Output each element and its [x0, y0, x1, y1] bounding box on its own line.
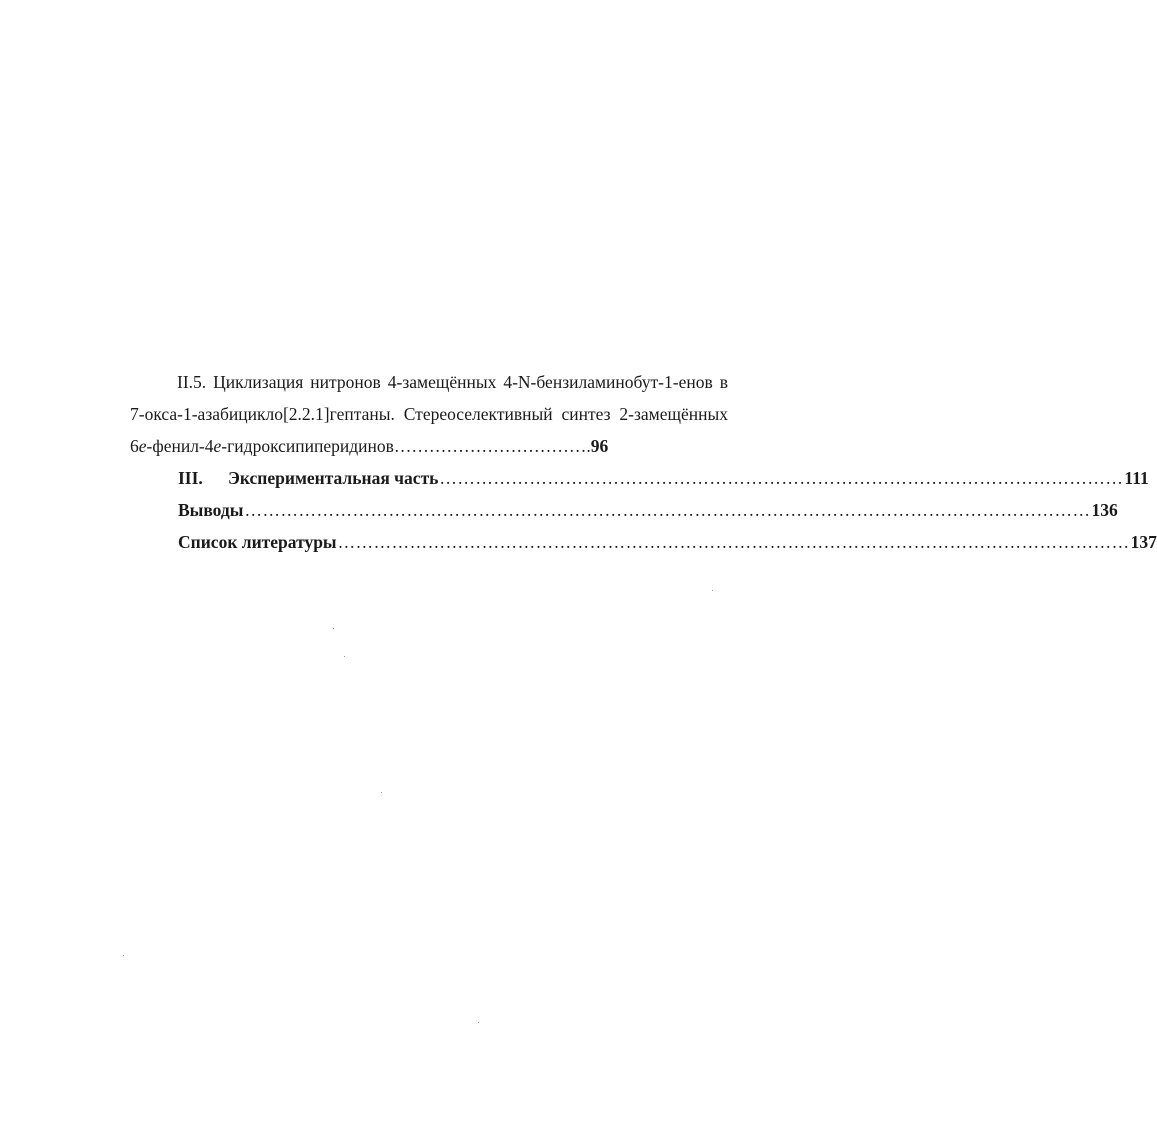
- toc-entry-ii5-text: II.5. Циклизация нитронов 4-замещённых 4-N-бензиламинобут-1-енов в 7-окса-1-азабицикло[2.2.1]гептаны. Стереоселективный синтез 2-замещённых 6: [130, 372, 728, 456]
- scan-speck: [478, 1022, 479, 1023]
- toc-entry-references-page: 137: [1130, 532, 1157, 552]
- toc-entry-iii-title: [178, 462, 438, 494]
- toc-leader: ……………………………………………………………………………………………………………………………: [244, 500, 1091, 520]
- scan-speck: [712, 590, 713, 591]
- toc-entry-ii5-text-3: -гидроксипиперидинов: [221, 436, 394, 456]
- scan-speck: [381, 792, 382, 793]
- toc-entry-ii5-italic-2: e: [213, 436, 222, 456]
- table-of-contents: [130, 366, 1157, 558]
- scan-speck: [333, 628, 334, 629]
- toc-leader: ……………………………………………………………………………………………………………………: [337, 532, 1130, 552]
- toc-entry-conclusions-page: 136: [1091, 500, 1118, 520]
- scan-speck: [344, 656, 345, 657]
- toc-entry-iii-number: III.: [178, 468, 203, 488]
- toc-entry-ii5-page: 96: [590, 436, 609, 456]
- toc-entry-ii5-italic-1: e: [138, 436, 147, 456]
- toc-entry-ii5: [130, 366, 728, 462]
- toc-entry-ii5-text-2: -фенил-4: [146, 436, 214, 456]
- toc-entry-references: [130, 526, 1157, 558]
- toc-leader: …………………………….: [393, 436, 591, 456]
- toc-entry-iii-label: Экспериментальная часть: [228, 468, 439, 488]
- toc-entry-references-title: Список литературы: [178, 532, 337, 552]
- toc-entry-conclusions-title: Выводы: [178, 500, 244, 520]
- toc-entry-iii-page: 111: [1124, 468, 1149, 488]
- toc-entry-conclusions: [130, 494, 1118, 526]
- toc-entry-iii: [130, 462, 1149, 494]
- toc-leader: ……………………………………………………………………………………………………: [439, 468, 1124, 488]
- scan-speck: [123, 955, 124, 956]
